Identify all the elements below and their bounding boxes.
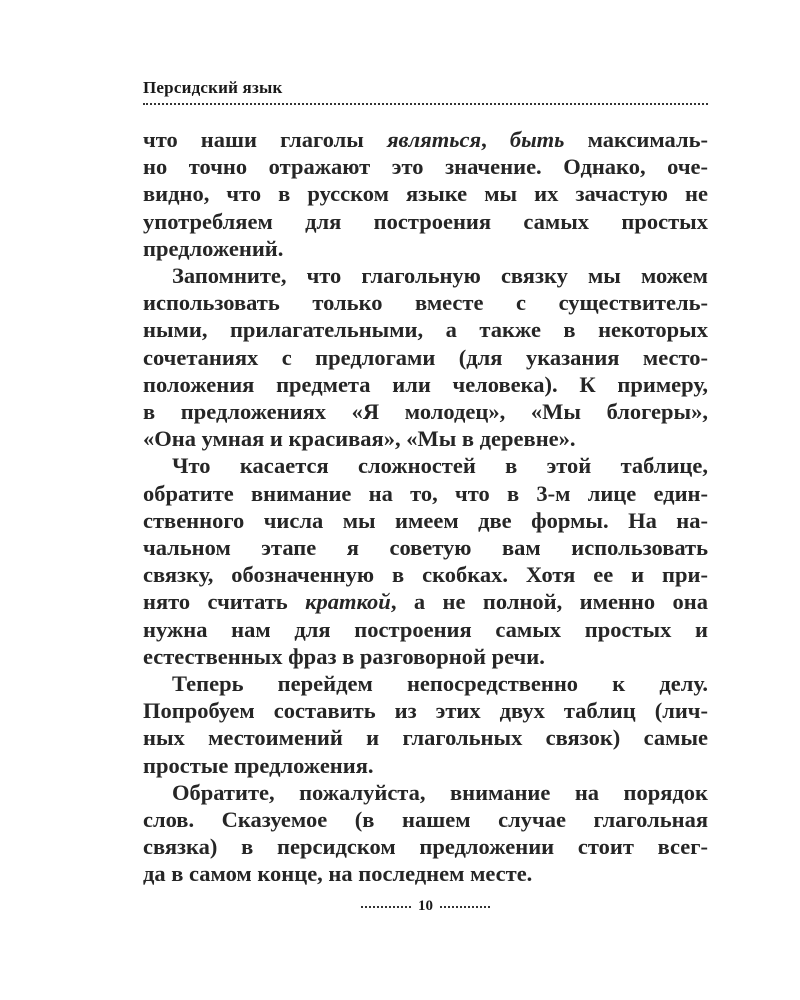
text-line: чальном этапе я советую вам использовать (143, 535, 708, 561)
text-line: «Она умная и красивая», «Мы в деревне». (143, 426, 576, 452)
paragraph (143, 779, 708, 888)
text-line: ными, прилагательными, а также в некоторых (143, 317, 708, 343)
italic-term: быть (509, 127, 565, 152)
italic-term: краткой (305, 589, 391, 615)
page-number: 10 (418, 898, 433, 914)
text-line: положения предмета или человека). К примеру, (143, 371, 708, 397)
text-line: сочетаниях с предлогами (для указания место- (143, 344, 708, 370)
paragraph (143, 670, 708, 779)
text-line: Теперь перейдем непосредственно к делу. (172, 671, 708, 697)
text-line: Обратите, пожалуйста, внимание на порядок (172, 779, 708, 805)
text-line: да в самом конце, на последнем месте. (143, 861, 533, 887)
text-line: что наши глаголы являться, быть максималь- (143, 127, 708, 152)
text-line: предложений. (143, 235, 284, 261)
text-line: ственного числа мы имеем две формы. На на- (143, 507, 708, 533)
text-line: видно, что в русском языке мы их зачастую не (143, 181, 708, 207)
text-line: Что касается сложностей в этой таблице, (172, 453, 708, 479)
text-line: связка) в персидском предложении стоит всег- (143, 834, 708, 860)
page-footer (143, 898, 708, 915)
text-line: слов. Сказуемое (в нашем случае глагольная (143, 807, 708, 833)
text-line: Попробуем составить из этих двух таблиц (лич- (143, 698, 708, 724)
text-line: Запомните, что глагольную связку мы можем (172, 263, 708, 289)
text-line: простые предложения. (143, 752, 374, 778)
footer-dots-right (440, 906, 490, 908)
paragraph (143, 126, 708, 262)
text-line: нято считать краткой, а не полной, именно она (143, 589, 708, 615)
paragraph (143, 262, 708, 452)
italic-term: являться (386, 127, 482, 152)
running-title: Персидский язык (143, 78, 283, 97)
text-line: ных местоимений и глагольных связок) самые (143, 725, 708, 751)
body-text (143, 126, 708, 888)
book-page (143, 0, 708, 1000)
text-line: в предложениях «Я молодец», «Мы блогеры», (143, 399, 708, 425)
text-line: нужна нам для построения самых простых и (143, 616, 708, 642)
footer-dots-left (361, 906, 411, 908)
text-line: естественных фраз в разговорной речи. (143, 643, 545, 669)
text-line: употребляем для построения самых простых (143, 208, 708, 234)
text-line: связку, обозначенную в скобках. Хотя ее и при- (143, 562, 708, 588)
paragraph (143, 452, 708, 670)
text-line: обратите внимание на то, что в 3-м лице един- (143, 480, 708, 506)
header-dotted-rule (143, 103, 708, 105)
text-line: но точно отражают это значение. Однако, оче- (143, 154, 708, 180)
text-line: использовать только вместе с существитель- (143, 290, 708, 316)
